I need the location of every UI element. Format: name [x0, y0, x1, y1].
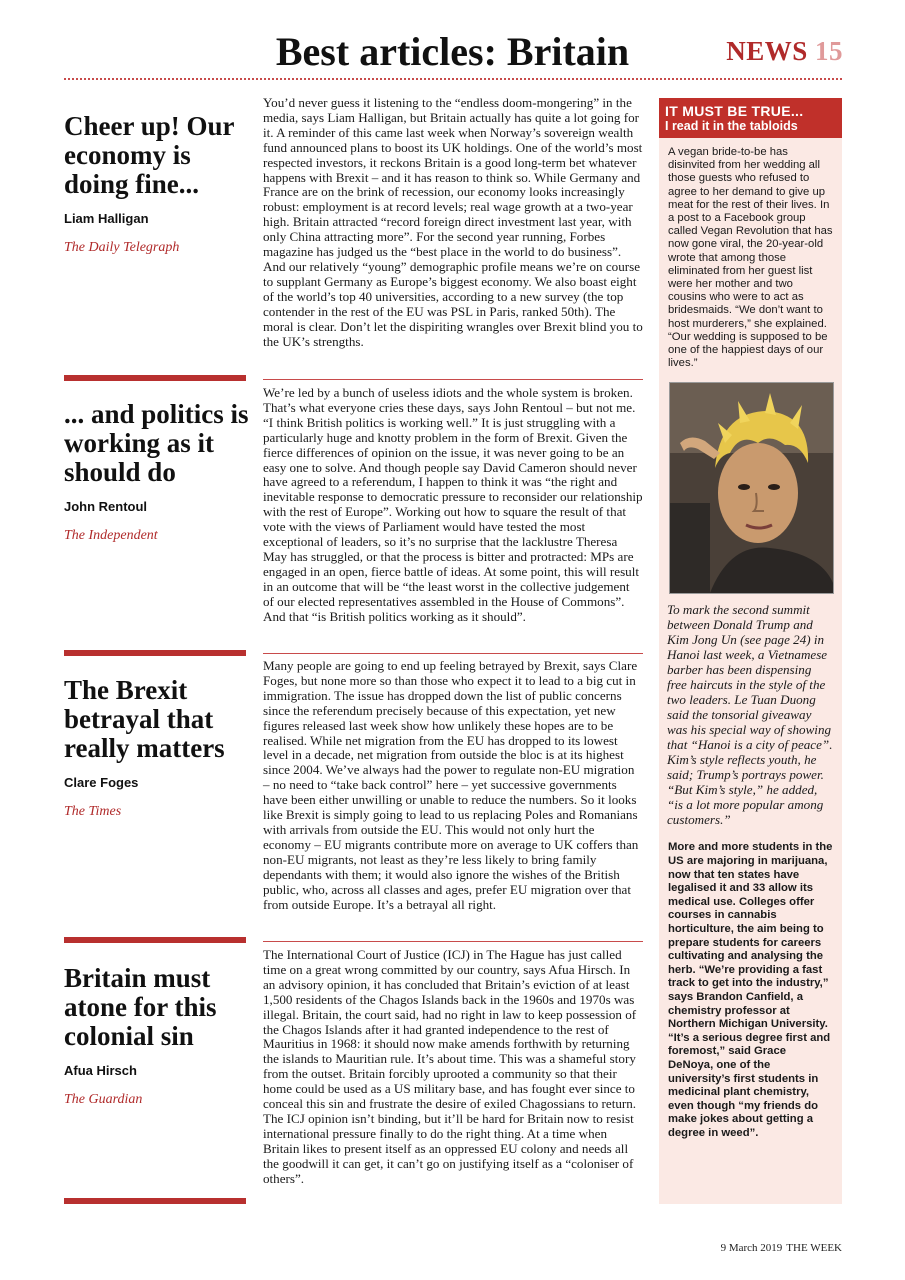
article-3-head [64, 676, 249, 820]
article-divider-rule [263, 941, 643, 942]
article-divider-bar [64, 937, 246, 943]
photo-illustration [670, 383, 833, 593]
tabloids-sidebar [659, 98, 842, 1204]
sidebar-subtitle: I read it in the tabloids [665, 119, 798, 133]
footer-date: 9 March 2019 [720, 1242, 783, 1254]
article-4-headline: Britain must atone for this colonial sin [64, 963, 217, 1051]
photo-caption: To mark the second summit between Donald Trump and Kim Jong Un (see page 24) in Hanoi last week, a Vietnamese barber has been dispensing free haircuts in the style of the two leaders. Le Tuan Duong said the tonsorial giveaway was his special way of showing that “Hanoi is a city of peace”. Kim’s style reflects youth, he said; Trump’s portrays power. “But Kim’s style,” he added, “is a lot more popular among customers.” [667, 602, 833, 828]
article-divider-rule [263, 653, 643, 654]
article-4-source: The Guardian [64, 1092, 143, 1107]
article-1-headline: Cheer up! Our economy is doing fine... [64, 111, 235, 199]
sidebar-story-marijuana: More and more students in the US are majoring in marijuana, now that ten states have legalised it and 33 allow its medical use. Colleges offer courses in cannabis horticulture, the aim being to prepare students for careers cultivating and analysing the herb. “We’re providing a fast track to get into the industry,” says Brandon Canfield, a chemistry professor at Northern Michigan University. “It’s a serious degree first and foremost,” said Grace DeNoya, one of the university’s first students in medicinal plant chemistry, even though “my friends do make jokes about getting a degree in weed”. [668, 841, 833, 1139]
article-divider-bar [64, 375, 246, 381]
article-4-head [64, 964, 249, 1108]
article-divider-bar [64, 650, 246, 656]
page-footer [721, 1242, 842, 1254]
article-1-body: You’d never guess it listening to the “endless doom-mongering” in the media, says Liam Halligan, but Britain actually has quite a lot going for it. A reminder of this came last week when Norway’s sovereign wealth fund announced plans to boost its UK holdings. One of the world’s most respected investors, it reckons Britain is a good long-term bet whatever happens with Brexit – and it has reason to think so. While Germany and France are on the brink of recession, our economy looks increasingly robust: employment is at record levels; real wage growth at a two-year high. Britain attracted “record foreign direct investment last year, with only China attracting more”. For the second year running, Forbes magazine has judged us the “best place in the world to do business”. And our relatively “young” demographic profile means we’re on course to supplant Germany as Europe’s biggest economy. We also boast eight of the world’s top 40 universities, according to a new survey (the top contender in the rest of the EU was PSL in Paris, ranked 50th). The moral is clear. Don’t let the dispiriting wrangles over Brexit blind you to the UK’s strengths. [263, 95, 643, 349]
section-name: NEWS [726, 36, 808, 66]
page-header [0, 28, 905, 76]
article-2-body: We’re led by a bunch of useless idiots and the whole system is broken. That’s what everyone cries these days, says John Rentoul – but not me. “I think British politics is working well.” It is just struggling with a particularly huge and knotty problem in the form of Brexit. Given the fierce differences of opinion on the issue, it was never going to be an easy one to solve. And though people say David Cameron should never have agreed to a referendum, I happen to think it was “the right and inevitable response to democratic pressure to reconsider our relationship with the rest of Europe”. Working out how to square the result of that vote with the views of Parliament would have tested the most exceptional of leaders, so it’s no surprise that the lacklustre Theresa May has struggled, or that the process is bitter and protracted: MPs are engaged in an open, fierce battle of ideas. At some point, this will result in an outcome that will be “the least worst in the collective judgement of our elected representatives assembled in the House of Commons”. And that “is British politics working as it should”. [263, 385, 643, 624]
sidebar-story-vegan-bride: A vegan bride-to-be has disinvited from her wedding all those guests who refused to agree to her demand to give up meat for the rest of their lives. In a post to a Facebook group called Vegan Revolution that has now gone viral, the 20-year-old wrote that among those eliminated from her guest list were her mother and two cousins who were to act as bridesmaids. “We don’t want to host murderers,” she explained. “Our wedding is supposed to be one of the happiest days of our lives.” [668, 146, 833, 370]
article-divider-bar [64, 1198, 246, 1204]
article-4-author: Afua Hirsch [64, 1063, 137, 1078]
page-title: Best articles: Britain [275, 29, 630, 74]
article-4-body: The International Court of Justice (ICJ) in The Hague has just called time on a great wrong committed by our country, says Afua Hirsch. In an advisory opinion, it has concluded that Britain’s eviction of at least 1,500 residents of the Chagos Islands back in the 1960s and 1970s was illegal. Britain, the court said, had no right in law to keep possession of the Chagos Islands after it had granted independence to the rest of Mauritius in 1968: it should now make amends forthwith by returning the islands to Mauritian rule. It’s about time. This was a shameful story from the outset. Britain forcibly uprooted a community so that their home could be used as a US military base, and has fought ever since to conceal this sin and frustrate the desire of exiled Chagossians to return. The ICJ opinion isn’t binding, but it’ll be hard for Britain now to resist international pressure finally to do the right thing. At a time when Britain likes to present itself as an oppressed EU colony and needs all the goodwill it can get, it can’t go on justifying itself as a “coloniser of others”. [263, 947, 637, 1186]
article-1-author: Liam Halligan [64, 211, 149, 226]
article-2-headline: ... and politics is working as it should do [64, 399, 249, 487]
article-divider-rule [263, 379, 643, 380]
article-2-head [64, 400, 249, 544]
article-3-headline: The Brexit betrayal that really matters [64, 675, 225, 763]
section-label [726, 36, 843, 67]
article-1-head [64, 112, 249, 256]
header-dotted-rule [64, 78, 842, 80]
sidebar-title: IT MUST BE TRUE... [665, 103, 804, 119]
article-1-source: The Daily Telegraph [64, 240, 180, 255]
barber-haircut-photo [669, 382, 834, 594]
sidebar-header [659, 98, 842, 138]
article-3-body: Many people are going to end up feeling betrayed by Brexit, says Clare Foges, but none more so than those who expect it to lead to a big cut in immigration. The issue has dropped down the list of public concerns since the referendum precisely because of this expectation, yet new figures released last week show how unlikely these hopes are to be realised. While net migration from the EU has dropped to its lowest level in a decade, net migration from outside the bloc is at its highest since 2004. We’ve always had the power to regulate non-EU migration – no need to “take back control” here – yet successive governments have been either unwilling or unable to reduce the numbers. So it looks like Brexit is simply going to lead to us replacing Poles and Romanians with arrivals from outside the EU. This would not only hurt the economy – EU migrants contribute more on average to UK coffers than non-EU migrants, not least as they’re less likely to bring family dependants with them; it would also ignore the wishes of the British public, who, across all classes and ages, prefer EU migration over that from outside Europe. It’s a betrayal all right. [263, 658, 639, 912]
page-number: 15 [815, 36, 843, 66]
footer-publication: THE WEEK [786, 1242, 842, 1254]
article-2-author: John Rentoul [64, 499, 148, 514]
article-2-source: The Independent [64, 528, 158, 543]
article-3-source: The Times [64, 804, 122, 819]
article-3-author: Clare Foges [64, 775, 139, 790]
